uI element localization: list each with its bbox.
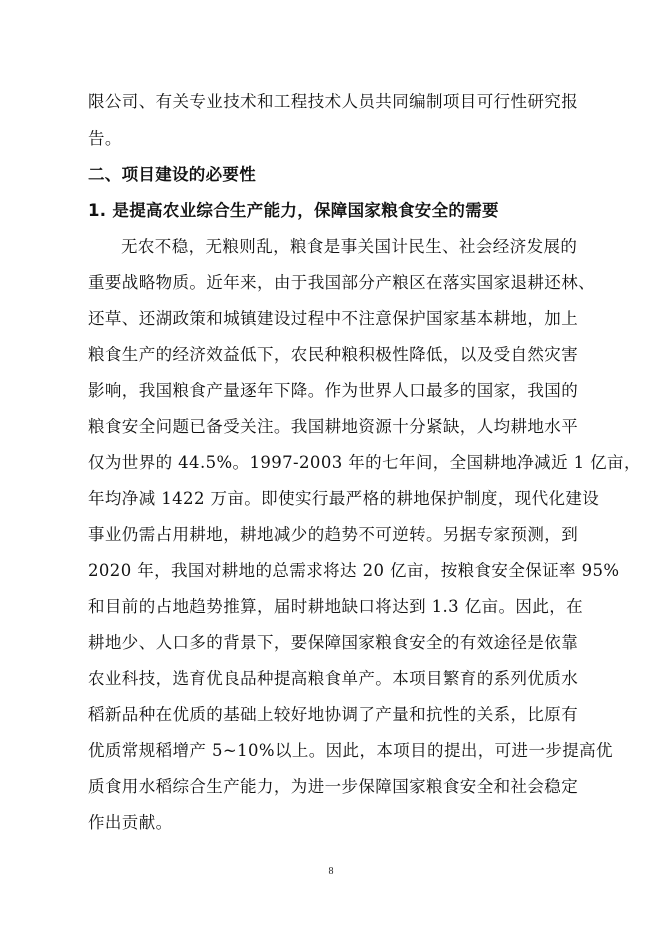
paragraph-line-13: 农业科技，选育优良品种提高粮食单产。本项目繁育的系列优质水 — [88, 669, 579, 688]
paragraph-line-4: 粮食生产的经济效益低下，农民种粮积极性降低，以及受自然灾害 — [88, 345, 579, 364]
paragraph-line-5: 影响，我国粮食产量逐年下降。作为世界人口最多的国家，我国的 — [88, 381, 579, 400]
page-number: 8 — [328, 866, 334, 877]
paragraph-line-11: 和目前的占地趋势推算，届时耕地缺口将达到 1.3 亿亩。因此，在 — [88, 597, 584, 616]
paragraph-line-3: 还草、还湖政策和城镇建设过程中不注意保护国家基本耕地，加上 — [88, 309, 579, 328]
paragraph-line-10: 2020 年，我国对耕地的总需求将达 20 亿亩，按粮食安全保证率 95% — [88, 561, 620, 580]
paragraph-line-16: 质食用水稻综合生产能力，为进一步保障国家粮食安全和社会稳定 — [88, 777, 579, 796]
paragraph-line-12: 耕地少、人口多的背景下，要保障国家粮食安全的有效途径是依靠 — [88, 633, 579, 652]
continuation-line-1: 限公司、有关专业技术和工程技术人员共同编制项目可行性研究报 — [88, 92, 579, 111]
paragraph-line-1: 无农不稳，无粮则乱，粮食是事关国计民生、社会经济发展的 — [121, 237, 578, 256]
paragraph-line-6: 粮食安全问题已备受关注。我国耕地资源十分紧缺，人均耕地水平 — [88, 417, 579, 436]
paragraph-line-15: 优质常规稻增产 5~10%以上。因此，本项目的提出，可进一步提高优 — [88, 741, 613, 760]
paragraph-line-7: 仅为世界的 44.5%。1997-2003 年的七年间，全国耕地净减近 1 亿亩， — [88, 453, 641, 472]
paragraph-line-9: 事业仍需占用耕地，耕地减少的趋势不可逆转。另据专家预测，到 — [88, 525, 579, 544]
paragraph-line-17: 作出贡献。 — [88, 813, 173, 832]
paragraph-line-14: 稻新品种在优质的基础上较好地协调了产量和抗性的关系，比原有 — [88, 705, 579, 724]
subsection-heading: 1. 是提高农业综合生产能力，保障国家粮食安全的需要 — [88, 201, 499, 220]
paragraph-line-2: 重要战略物质。近年来，由于我国部分产粮区在落实国家退耕还林、 — [88, 273, 595, 292]
continuation-line-2: 告。 — [88, 129, 122, 148]
section-heading: 二、项目建设的必要性 — [88, 165, 256, 184]
paragraph-line-8: 年均净减 1422 万亩。即使实行最严格的耕地保护制度，现代化建设 — [88, 489, 600, 508]
